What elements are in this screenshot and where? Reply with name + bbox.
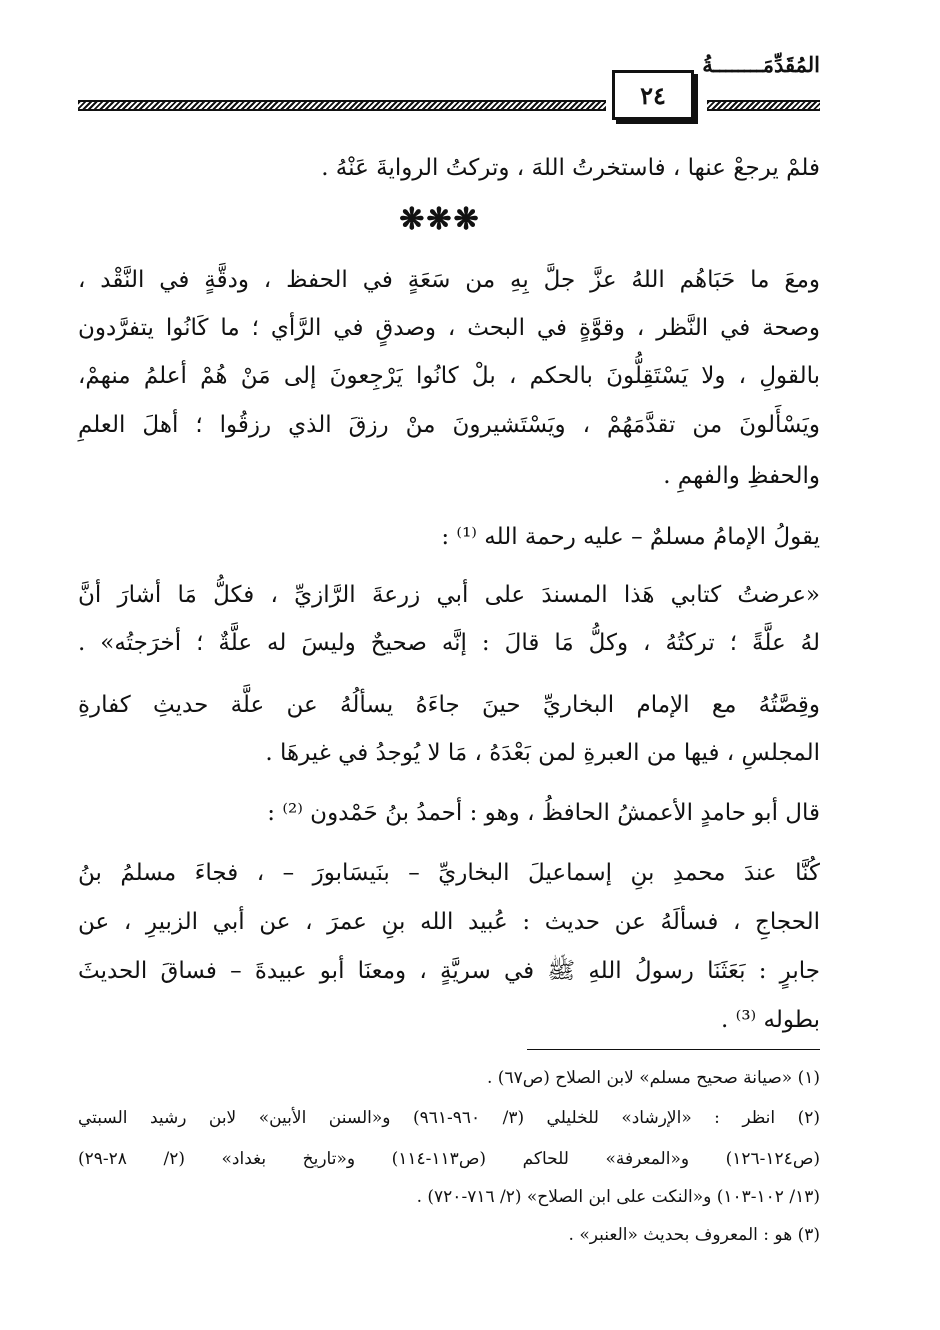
header-rule-right: [707, 100, 820, 111]
footnote-2-line-3: (١٣/ ١٠٢-١٠٣) و«النكت على ابن الصلاح» (٢/ ٧١٦-٧٢٠) .: [416, 1187, 820, 1207]
footnote-2-line-1: (٢) انظر : «الإرشاد» للخليلي (٣/ ٩٦٠-٩٦١) و«السنن الأبين» لابن رشيد السبتي: [78, 1108, 820, 1128]
footnote-1: (١) «صيانة صحيح مسلم» لابن الصلاح (ص٦٧) .: [487, 1068, 820, 1088]
body-line-1: فلمْ يرجعْ عنها ، فاستخرتُ اللهَ ، وتركتُ الروايةَ عَنْهُ .: [321, 155, 820, 181]
body-line-3: وصحة في النَّظر ، وقوَّةٍ في البحث ، وصدقٍ في الرَّأي ؛ ما كَانُوا يتفرَّدون: [78, 315, 821, 341]
running-header-title: المُقَدِّمَــــــــةُ: [702, 52, 820, 77]
body-line-9: لهُ علَّةً ؛ تركتُهُ ، وكلُّ مَا قالَ : إنَّه صحيحٌ وليسَ له علَّةٌ ؛ أخرَجتُه» .: [78, 630, 820, 656]
page-number: ٢٤: [640, 80, 666, 110]
footnote-separator: [527, 1049, 820, 1050]
body-line-16: بطوله ⁽³⁾ .: [721, 1007, 820, 1033]
page-number-box: [612, 70, 694, 120]
body-line-15: جابرٍ : بَعَثَنَا رسولُ اللهِ ﷺ في سريَّةٍ ، ومعنَا أبو عبيدةَ – فساقَ الحديثَ: [78, 958, 820, 984]
body-line-7: يقولُ الإمامُ مسلمٌ – عليه رحمة الله ⁽¹⁾ :: [441, 524, 820, 550]
body-line-2: ومعَ ما حَبَاهُم اللهُ عزَّ جلَّ بِهِ من سَعَةٍ في الحفظ ، ودقَّةٍ في النَّقْد ،: [78, 267, 820, 293]
body-line-6: والحفظِ والفهمِ .: [663, 463, 820, 489]
body-line-8: «عرضتُ كتابي هَذا المسندَ على أبي زرعةَ الرَّازيِّ ، فكلُّ مَا أشارَ أنَّ: [78, 582, 820, 608]
body-line-10: وقِصَّتُهُ مع الإمام البخاريِّ حينَ جاءَهُ يسألُهُ عن علَّة حديثِ كفارةِ: [78, 692, 820, 718]
body-line-4: بالقولِ ، ولا يَسْتَقِلُّونَ بالحكم ، بلْ كانُوا يَرْجِعونَ إلى مَنْ هُمْ أعلمُ منهمْ،: [78, 363, 820, 389]
footnote-2-line-2: (ص١٢٤-١٢٦) و«المعرفة» للحاكم (ص١١٣-١١٤) و«تاريخ بغداد» (٢/ ٢٨-٢٩): [78, 1149, 820, 1169]
body-line-11: المجلسِ ، فيها من العبرةِ لمن بَعْدَهُ ، مَا لا يُوجدُ في غيرهَا .: [265, 740, 820, 766]
section-divider-stars: ❋❋❋: [399, 202, 481, 237]
body-line-5: ويَسْأَلونَ من تقدَّمَهُمْ ، ويَسْتَشيرونَ منْ رزقَ الذي رزقُوا ؛ أهلَ العلمِ: [78, 412, 820, 438]
body-line-13: كُنَّا عندَ محمدِ بنِ إسماعيلَ البخاريِّ – بنَيسَابورَ – ، فجاءَ مسلمُ بنُ: [78, 860, 820, 886]
footnote-3: (٣) هو : المعروف بحديث «العنبر» .: [568, 1225, 820, 1245]
body-line-14: الحجاجِ ، فسألَهُ عن حديث : عُبيد الله بنِ عمرَ ، عن أبي الزبيرِ ، عن: [78, 909, 820, 935]
body-line-12: قال أبو حامدٍ الأعمشُ الحافظُ ، وهو : أحمدُ بنُ حَمْدون ⁽²⁾ :: [267, 800, 820, 826]
header-rule-left: [78, 100, 606, 111]
